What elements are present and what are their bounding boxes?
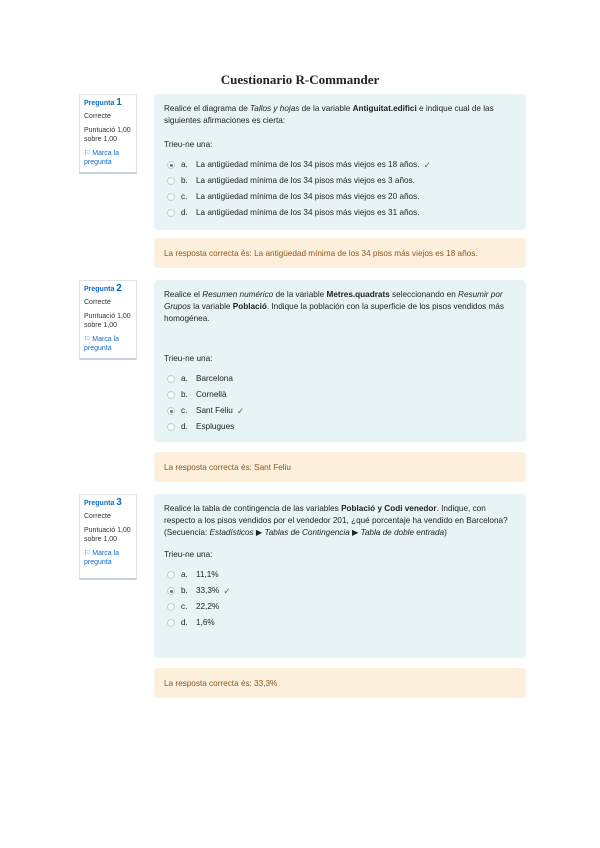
question-state: Correcte — [84, 299, 111, 306]
radio-button[interactable] — [167, 587, 175, 595]
question-text: Realice la tabla de contingencia de las variables Població y Codi venedor. Indique, con respecto a los pisos vendidos por el vendedor 201, ¿qué porcentaje ha vendido en Barcelona? — [164, 504, 508, 525]
radio-button[interactable] — [167, 407, 175, 415]
answer-option-a[interactable]: a. Barcelona — [164, 371, 516, 387]
radio-button[interactable] — [167, 193, 175, 201]
flag-icon: ⚐ — [84, 336, 91, 343]
feedback-box-2: La resposta correcta és: Sant Feliu — [154, 452, 526, 482]
question-info-2 — [79, 280, 137, 360]
question-text: Realice el Resumen numérico de la variable Metres.quadrats seleccionando en Resumir por Grupos la variable Població. Indique la población con la superficie de los pisos vendidos más homogénea. — [164, 290, 504, 323]
correct-check-icon: ✓ — [223, 586, 231, 596]
correct-check-icon: ✓ — [423, 160, 432, 170]
flag-icon: ⚐ — [84, 150, 91, 157]
radio-button[interactable] — [167, 177, 175, 185]
question-number: Pregunta 2 — [84, 283, 122, 294]
question-sequence: (Secuencia: Estadísticos ▶ Tablas de Contingencia ▶ Tabla de doble entrada) — [164, 528, 447, 537]
answer-list — [164, 567, 516, 631]
flag-icon: ⚐ — [84, 550, 91, 557]
answer-prompt: Trieu-ne una: — [164, 354, 213, 363]
feedback-box-1: La resposta correcta és: La antigüedad mínima de los 34 pisos más viejos es 18 años. — [154, 238, 526, 268]
question-grade: Puntuació 1,00 sobre 1,00 — [84, 127, 131, 143]
answer-option-b[interactable]: b. La antigüedad mínima de los 34 pisos más viejos es 3 años. — [164, 173, 516, 189]
question-info-3 — [79, 494, 137, 580]
answer-option-a[interactable]: a. 11,1% — [164, 567, 516, 583]
question-state: Correcte — [84, 113, 111, 120]
question-grade: Puntuació 1,00 sobre 1,00 — [84, 527, 131, 543]
radio-button[interactable] — [167, 209, 175, 217]
radio-button[interactable] — [167, 391, 175, 399]
question-box-1 — [154, 94, 526, 230]
page-title: Cuestionario R-Commander — [220, 72, 380, 87]
radio-button[interactable] — [167, 423, 175, 431]
answer-option-c[interactable]: c. La antigüedad mínima de los 34 pisos más viejos es 20 años. — [164, 189, 516, 205]
answer-option-b[interactable]: b. Cornellà — [164, 387, 516, 403]
radio-button[interactable] — [167, 571, 175, 579]
radio-button[interactable] — [167, 375, 175, 383]
question-text: Realice el diagrama de Tallos y hojas de la variable Antiguitat.edifici e indique cual de las siguientes afirmaciones es cierta: — [164, 104, 494, 125]
radio-button[interactable] — [167, 161, 175, 169]
question-grade: Puntuació 1,00 sobre 1,00 — [84, 313, 131, 329]
radio-button[interactable] — [167, 619, 175, 627]
answer-prompt: Trieu-ne una: — [164, 140, 213, 149]
answer-prompt: Trieu-ne una: — [164, 550, 213, 559]
question-state: Correcte — [84, 513, 111, 520]
question-box-2 — [154, 280, 526, 442]
feedback-box-3: La resposta correcta és: 33,3% — [154, 668, 526, 698]
correct-check-icon: ✓ — [236, 406, 245, 416]
answer-option-b[interactable]: b. 33,3% ✓ — [164, 583, 516, 599]
answer-option-d[interactable]: d. 1,6% — [164, 615, 516, 631]
answer-list — [164, 371, 516, 435]
answer-list — [164, 157, 516, 221]
answer-option-c[interactable]: c. Sant Feliu ✓ — [164, 403, 516, 419]
question-info-1 — [79, 94, 137, 174]
answer-option-a[interactable]: a. La antigüedad mínima de los 34 pisos más viejos es 18 años. ✓ — [164, 157, 516, 173]
answer-option-c[interactable]: c. 22,2% — [164, 599, 516, 615]
question-number: Pregunta 1 — [84, 97, 122, 108]
flag-question-link[interactable]: ⚐ Marca la pregunta — [84, 150, 120, 166]
radio-button[interactable] — [167, 603, 175, 611]
flag-question-link[interactable]: ⚐ Marca la pregunta — [84, 336, 120, 352]
flag-question-link[interactable]: ⚐ Marca la pregunta — [84, 550, 120, 566]
answer-option-d[interactable]: d. La antigüedad mínima de los 34 pisos más viejos es 31 años. — [164, 205, 516, 221]
question-box-3 — [154, 494, 526, 658]
question-number: Pregunta 3 — [84, 497, 122, 508]
answer-option-d[interactable]: d. Esplugues — [164, 419, 516, 435]
